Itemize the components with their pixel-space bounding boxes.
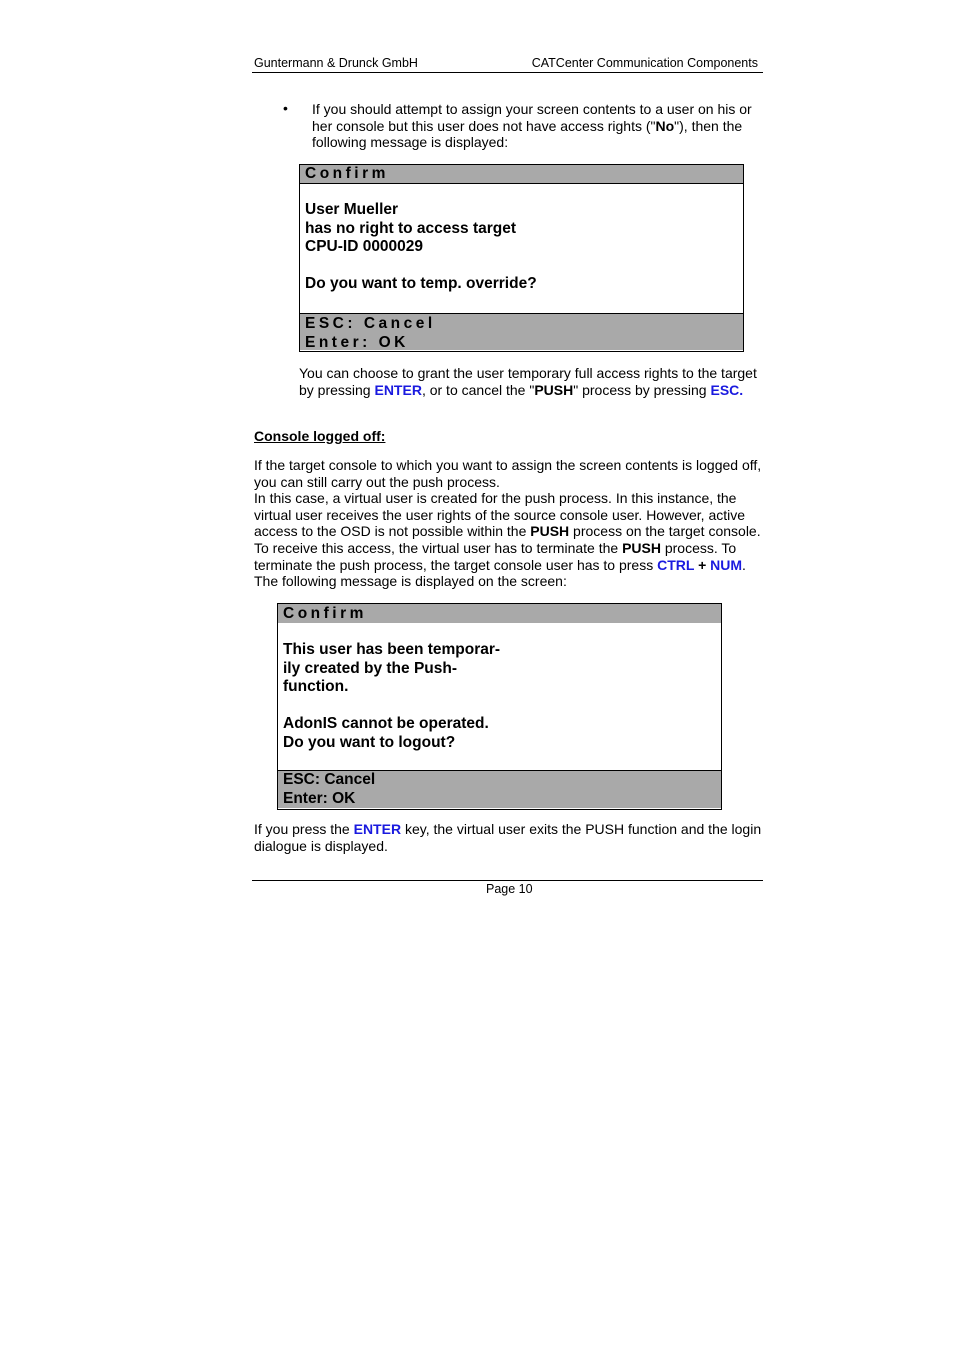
dialog-body	[278, 623, 721, 771]
text: .	[739, 381, 744, 398]
confirm-dialog-access	[299, 164, 744, 352]
dialog-line: has no right to access target	[305, 219, 517, 237]
dialog-body	[300, 184, 743, 314]
dialog-footer	[300, 314, 743, 350]
text: You can choose to grant the user temporary full access rights to the target by pressing	[299, 365, 757, 398]
text: " process by pressing	[573, 381, 711, 398]
key-esc: ESC	[710, 381, 740, 398]
key-push: PUSH	[534, 381, 574, 398]
bullet-text-1: If you should attempt to assign your screen contents to a user on his or her console but this user does not have access rights ("	[312, 101, 752, 134]
dialog-line: This user has been temporar-	[283, 641, 501, 658]
header-title: CATCenter Communication Components	[531, 56, 758, 70]
section-heading: Console logged off:	[254, 428, 386, 444]
paragraph-override	[299, 365, 764, 398]
text: . The following message is displayed on the screen:	[254, 556, 746, 590]
text-block	[254, 490, 764, 590]
text: process on the target console. To receive this access, the virtual user has to terminate the	[254, 523, 761, 556]
key-enter: ENTER	[374, 381, 422, 398]
text: In this case, a virtual user is created for the push process. In this instance, the virtual user receives the user rights of the source console user. However, active access to the OSD is not possible within the	[254, 490, 746, 540]
dialog-footer-cancel: ESC: Cancel	[305, 315, 436, 332]
paragraph-logged-off	[254, 457, 764, 590]
text: , or to cancel the "	[421, 381, 535, 398]
dialog-line: AdonIS cannot be operated.	[283, 715, 489, 733]
text: If you press the	[254, 821, 354, 837]
dialog-footer	[278, 771, 721, 808]
key-enter: ENTER	[353, 821, 402, 837]
dialog-line: CPU-ID 0000029	[305, 238, 424, 255]
bullet-bold-no: No	[655, 117, 675, 134]
dialog-title: Confirm	[300, 165, 743, 184]
key-push: PUSH	[530, 523, 570, 540]
dialog-line: function.	[283, 678, 349, 696]
dialog-line: User Mueller	[305, 201, 399, 218]
header-rule	[252, 72, 763, 73]
text: process. To terminate the push process, the target console user has to press	[254, 539, 737, 573]
dialog-footer-cancel: ESC: Cancel	[283, 771, 376, 788]
dialog-question: Do you want to temp. override?	[305, 275, 537, 292]
text: If the target console to which you want to assign the screen contents is logged off, you can still carry out the push process.	[254, 457, 762, 490]
bullet-icon: •	[283, 100, 288, 116]
dialog-footer-ok: Enter: OK	[305, 334, 409, 351]
bullet-text-2: "), then the following message is displayed:	[312, 117, 743, 151]
footer-rule	[252, 880, 763, 881]
key-num: NUM	[710, 556, 743, 573]
key-ctrl: CTRL	[657, 556, 695, 573]
confirm-dialog-logout	[277, 603, 722, 810]
page-number: Page 10	[486, 882, 533, 896]
dialog-line: ily created by the Push-	[283, 659, 457, 677]
bullet-paragraph	[312, 101, 762, 151]
key-push: PUSH	[622, 539, 661, 556]
dialog-title: Confirm	[278, 604, 721, 623]
text: key, the virtual user exits the PUSH function and the login dialogue is displayed.	[254, 821, 762, 854]
header-company: Guntermann & Drunck GmbH	[254, 56, 418, 70]
paragraph-enter	[254, 821, 764, 854]
text: +	[694, 556, 711, 573]
dialog-footer-ok: Enter: OK	[283, 789, 356, 807]
dialog-question: Do you want to logout?	[283, 733, 456, 751]
